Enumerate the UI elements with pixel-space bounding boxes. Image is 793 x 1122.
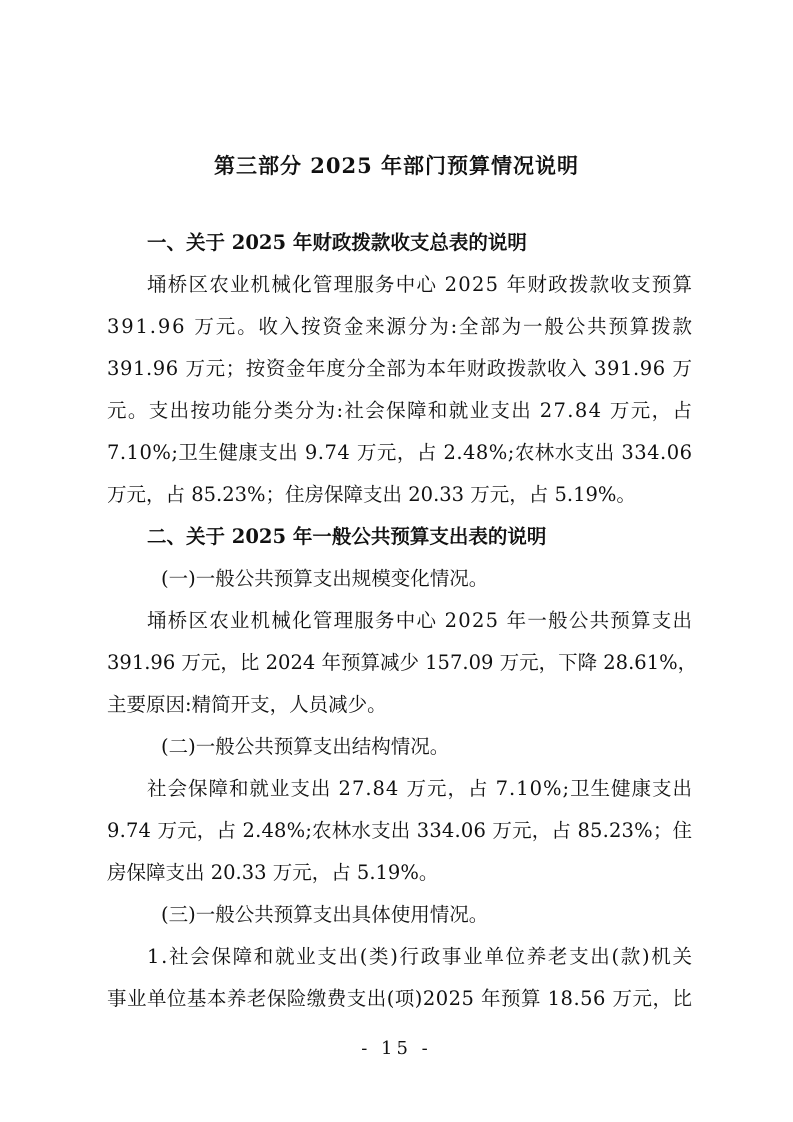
paragraph-line: 元。支出按功能分类分为:社会保障和就业支出 27.84 万元，占 xyxy=(107,399,694,422)
paragraph-line: 房保障支出 20.33 万元，占 5.19%。 xyxy=(107,861,439,884)
paragraph-line: 主要原因:精简开支，人员减少。 xyxy=(107,693,387,716)
subsection-heading: (一)一般公共预算支出规模变化情况。 xyxy=(161,567,489,590)
paragraph-line: 事业单位基本养老保险缴费支出(项)2025 年预算 18.56 万元，比 xyxy=(107,987,693,1010)
paragraph-line: 7.10%;卫生健康支出 9.74 万元，占 2.48%;农林水支出 334.06 xyxy=(107,441,693,464)
paragraph-line: 391.96 万元；按资金年度分全部为本年财政拨款收入 391.96 万 xyxy=(107,357,693,380)
paragraph-line: 391.96 万元。收入按资金来源分为:全部为一般公共预算拨款 xyxy=(107,315,694,338)
page-number: - 15 - xyxy=(361,1038,432,1059)
paragraph-line: 1.社会保障和就业支出(类)行政事业单位养老支出(款)机关 xyxy=(147,945,694,968)
paragraph-line: 埇桥区农业机械化管理服务中心 2025 年一般公共预算支出 xyxy=(147,609,694,632)
document-body xyxy=(107,222,698,1020)
subsection-heading: (三)一般公共预算支出具体使用情况。 xyxy=(161,903,489,926)
paragraph-line: 埇桥区农业机械化管理服务中心 2025 年财政拨款收支预算 xyxy=(147,273,694,296)
subsection-heading: (二)一般公共预算支出结构情况。 xyxy=(161,735,450,758)
page-title: 第三部分 2025 年部门预算情况说明 xyxy=(213,153,580,178)
section-heading-1: 一、关于 2025 年财政拨款收支总表的说明 xyxy=(147,231,527,254)
paragraph-line: 391.96 万元，比 2024 年预算减少 157.09 万元，下降 28.61%， xyxy=(107,651,698,674)
section-heading-2: 二、关于 2025 年一般公共预算支出表的说明 xyxy=(147,525,547,548)
paragraph-line: 9.74 万元，占 2.48%;农林水支出 334.06 万元，占 85.23%；住 xyxy=(107,819,693,842)
paragraph-line: 社会保障和就业支出 27.84 万元，占 7.10%;卫生健康支出 xyxy=(147,777,693,800)
paragraph-line: 万元，占 85.23%；住房保障支出 20.33 万元，占 5.19%。 xyxy=(107,483,636,506)
